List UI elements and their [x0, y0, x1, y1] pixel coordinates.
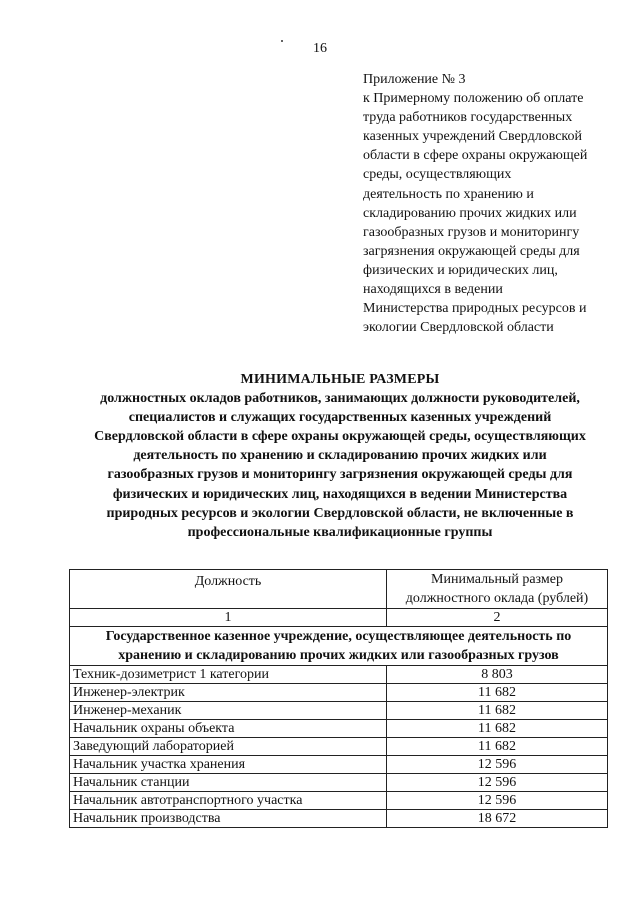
table-row — [70, 738, 608, 756]
salary-table — [69, 569, 608, 828]
position-cell: Начальник производства — [70, 810, 387, 828]
section-heading — [70, 627, 608, 666]
position-cell: Начальник участка хранения — [70, 756, 387, 774]
header-salary-line: Минимальный размер — [431, 572, 563, 587]
salary-cell: 12 596 — [387, 756, 608, 774]
salary-cell: 11 682 — [387, 720, 608, 738]
position-cell: Заведующий лабораторией — [70, 738, 387, 756]
appendix-line: газообразных грузов и мониторингу — [363, 224, 580, 240]
table-row — [70, 792, 608, 810]
appendix-line: загрязнения окружающей среды для — [363, 243, 580, 259]
appendix-line: деятельность по хранению и — [363, 186, 534, 202]
position-cell: Инженер-электрик — [70, 684, 387, 702]
appendix-line: среды, осуществляющих — [363, 167, 512, 183]
appendix-line: находящихся в ведении — [363, 282, 503, 298]
section-line: хранению и складированию прочих жидких или газообразных грузов — [118, 648, 559, 663]
salary-cell: 12 596 — [387, 792, 608, 810]
title-line: физических и юридических лиц, находящихся в ведении Министерства — [112, 486, 568, 502]
title-line: должностных окладов работников, занимающих должности руководителей, — [100, 391, 580, 407]
salary-cell: 12 596 — [387, 774, 608, 792]
appendix-line: физических и юридических лиц, — [363, 262, 558, 278]
page-number: 16 — [313, 41, 327, 56]
table-row — [70, 756, 608, 774]
salary-cell: 11 682 — [387, 684, 608, 702]
appendix-line: области в сфере охраны окружающей — [363, 148, 588, 164]
column-number: 1 — [70, 609, 387, 627]
title-line: природных ресурсов и экологии Свердловской области, не включенные в — [106, 505, 574, 521]
appendix-line: Приложение № 3 — [363, 72, 466, 87]
table-row — [70, 666, 608, 684]
header-position: Должность — [70, 570, 387, 609]
salary-cell: 11 682 — [387, 738, 608, 756]
column-number-row — [70, 609, 608, 627]
appendix-line: казенных учреждений Свердловской — [363, 129, 583, 145]
appendix-line: Министерства природных ресурсов и — [363, 301, 587, 317]
table-row — [70, 774, 608, 792]
title-line: профессиональные квалификационные группы — [187, 524, 493, 540]
appendix-note — [363, 70, 628, 337]
position-cell: Начальник станции — [70, 774, 387, 792]
title-line: газообразных грузов и мониторингу загрязнения окружающей среды для — [107, 467, 573, 483]
table-row — [70, 720, 608, 738]
appendix-line: экологии Свердловской области — [363, 320, 554, 336]
header-salary-line: должностного оклада (рублей) — [405, 591, 589, 606]
position-cell: Начальник охраны объекта — [70, 720, 387, 738]
section-line: Государственное казенное учреждение, осуществляющее деятельность по — [105, 629, 572, 644]
column-number: 2 — [387, 609, 608, 627]
salary-cell: 8 803 — [387, 666, 608, 684]
document-title — [40, 370, 640, 542]
position-cell: Инженер-механик — [70, 702, 387, 720]
position-cell: Техник-дозиметрист 1 категории — [70, 666, 387, 684]
salary-cell: 11 682 — [387, 702, 608, 720]
appendix-line: складированию прочих жидких или — [363, 205, 577, 221]
appendix-line: к Примерному положению об оплате — [363, 91, 584, 107]
header-salary — [387, 570, 608, 609]
salary-cell: 18 672 — [387, 810, 608, 828]
table-row — [70, 684, 608, 702]
section-row — [70, 627, 608, 666]
table-row — [70, 702, 608, 720]
title-line: специалистов и служащих государственных казенных учреждений — [128, 410, 552, 426]
title-line: деятельность по хранению и складированию прочих жидких или — [133, 448, 547, 464]
table-header-row — [70, 570, 608, 609]
title-main: МИНИМАЛЬНЫЕ РАЗМЕРЫ — [240, 372, 440, 387]
table-row — [70, 810, 608, 828]
position-cell: Начальник автотранспортного участка — [70, 792, 387, 810]
title-line: Свердловской области в сфере охраны окружающей среды, осуществляющих — [94, 429, 586, 445]
appendix-line: труда работников государственных — [363, 110, 573, 126]
